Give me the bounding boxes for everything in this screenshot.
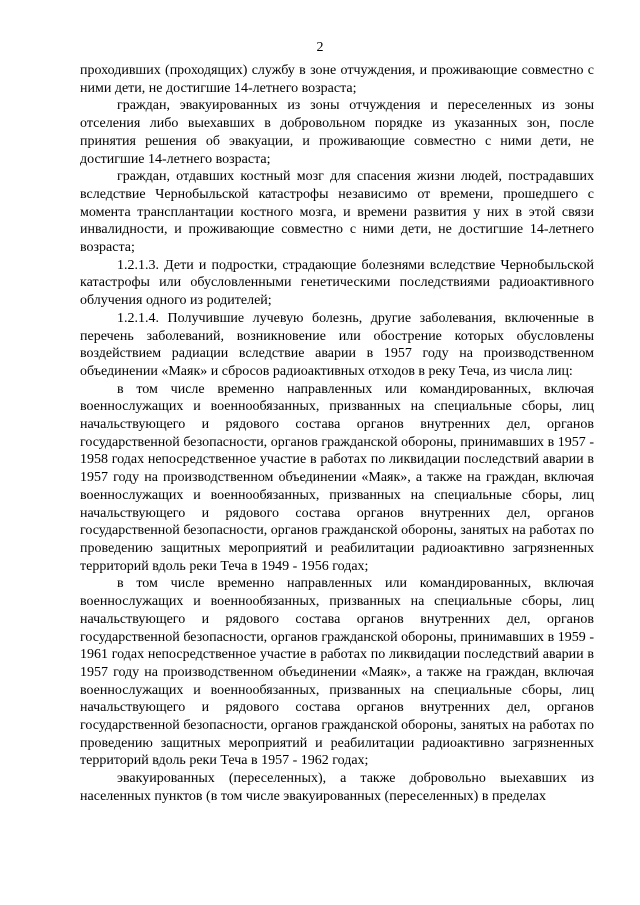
paragraph-mayak-1959-1961: в том числе временно направленных или командированных, включая военнослужащих и военнообязанных, призванных на специальные сборы, лиц начальствующего и рядового состава органов внутренних дел, органов государственной безопасности, органов гражданской обороны, принимавших в 1959 - 1961 годах непосредственное участие в работах по ликвидации последствий аварии в 1957 году на производственном объединении «Маяк», а также на граждан, включая военнослужащих и военнообязанных, призванных на специальные сборы, лиц начальствующего и рядового состава органов внутренних дел, органов государственной безопасности, органов гражданской обороны, занятых на работах по проведению защитных мероприятий и реабилитации радиоактивно загрязненных территорий вдоль реки Теча в 1957 - 1962 годах; <box>80 576 594 769</box>
document-body <box>80 62 594 806</box>
page-number: 2 <box>316 40 324 55</box>
paragraph-evacuated-settlements: эвакуированных (переселенных), а также добровольно выехавших из населенных пунктов (в том числе эвакуированных (переселенных) в пределах <box>80 771 594 804</box>
paragraph-bone-marrow-donors: граждан, отдавших костный мозг для спасения жизни людей, пострадавших вследствие Чернобыльской катастрофы независимо от времени, прошедшего с момента трансплантации костного мозга, и времени развития у них в этой связи инвалидности, и проживающие совместно с ними дети, не достигшие 14-летнего возраста; <box>80 169 594 256</box>
paragraph-mayak-1957-1958: в том числе временно направленных или командированных, включая военнослужащих и военнообязанных, призванных на специальные сборы, лиц начальствующего и рядового состава органов внутренних дел, органов государственной безопасности, органов гражданской обороны, принимавших в 1957 - 1958 годах непосредственное участие в работах по ликвидации последствий аварии в 1957 году на производственном объединении «Маяк», а также на граждан, включая военнослужащих и военнообязанных, призванных на специальные сборы, лиц начальствующего и рядового состава органов внутренних дел, органов государственной безопасности, органов гражданской обороны, занятых на работах по проведению защитных мероприятий и реабилитации радиоактивно загрязненных территорий вдоль реки Теча в 1949 - 1956 годах; <box>80 381 594 574</box>
paragraph-item-1-2-1-4: 1.2.1.4. Получившие лучевую болезнь, другие заболевания, включенные в перечень заболеваний, возникновение или обострение которых обусловлены воздействием радиации вследствие аварии в 1957 году на производственном объединении «Маяк» и сбросов радиоактивных отходов в реку Теча, из числа лиц: <box>80 310 594 379</box>
paragraph-continuation: проходивших (проходящих) службу в зоне отчуждения, и проживающие совместно с ними дети, не достигшие 14-летнего возраста; <box>80 63 594 96</box>
paragraph-evacuated-citizens: граждан, эвакуированных из зоны отчуждения и переселенных из зоны отселения либо выехавших в добровольном порядке из указанных зон, после принятия решения об эвакуации, и проживающие совместно с ними дети, не достигшие 14-летнего возраста; <box>80 98 594 167</box>
paragraph-item-1-2-1-3: 1.2.1.3. Дети и подростки, страдающие болезнями вследствие Чернобыльской катастрофы или обусловленными генетическими последствиями радиоактивного облучения одного из родителей; <box>80 257 594 309</box>
